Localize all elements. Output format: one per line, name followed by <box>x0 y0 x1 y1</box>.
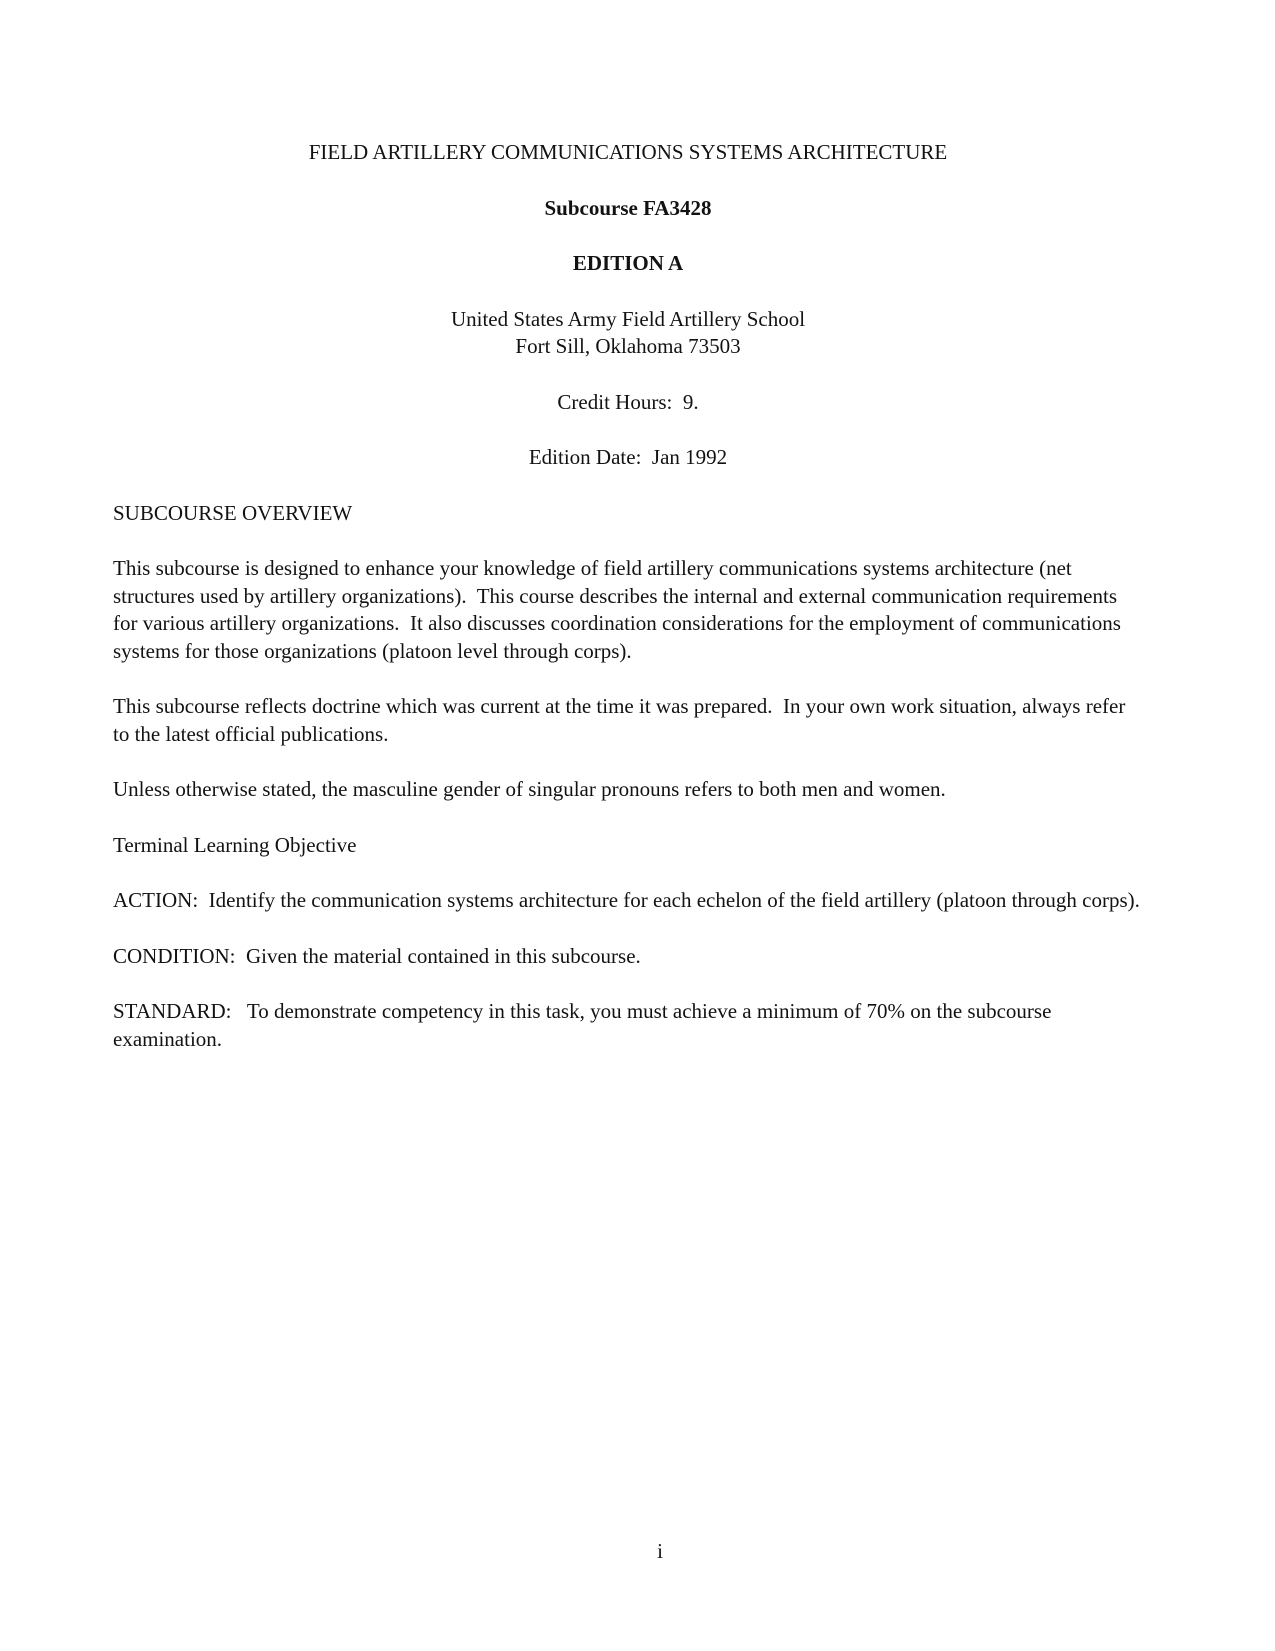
credit-hours: Credit Hours: 9. <box>557 389 699 414</box>
subcourse-number: Subcourse FA3428 <box>544 195 712 220</box>
tlo-standard: STANDARD: To demonstrate competency in this task, you must achieve a minimum of 70% on the subcourse examination. <box>113 999 1057 1051</box>
document-title: FIELD ARTILLERY COMMUNICATIONS SYSTEMS ARCHITECTURE <box>308 140 948 164</box>
tlo-action: ACTION: Identify the communication systems architecture for each echelon of the field artillery (platoon through corps). <box>113 888 1140 912</box>
overview-heading: SUBCOURSE OVERVIEW <box>113 500 353 525</box>
overview-paragraph-1: This subcourse is designed to enhance your knowledge of field artillery communications systems architecture (net structures used by artillery organizations). This course describes the internal and external communication requirements for various artillery organizations. It also discusses coordination considerations for the employment of communications systems for those organizations (platoon level through corps). <box>113 556 1127 663</box>
document-content <box>113 0 1143 1053</box>
page-number: i <box>657 1539 663 1563</box>
overview-paragraph-3: Unless otherwise stated, the masculine gender of singular pronouns refers to both men and women. <box>113 777 946 801</box>
edition-date: Edition Date: Jan 1992 <box>528 445 728 469</box>
school-location: Fort Sill, Oklahoma 73503 <box>515 334 741 358</box>
tlo-condition: CONDITION: Given the material contained in this subcourse. <box>113 943 641 968</box>
tlo-heading: Terminal Learning Objective <box>113 832 357 857</box>
school-name: United States Army Field Artillery School <box>450 306 806 331</box>
edition-label: EDITION A <box>572 251 684 275</box>
overview-paragraph-2: This subcourse reflects doctrine which was current at the time it was prepared. In your own work situation, always refer to the latest official publications. <box>113 694 1131 746</box>
